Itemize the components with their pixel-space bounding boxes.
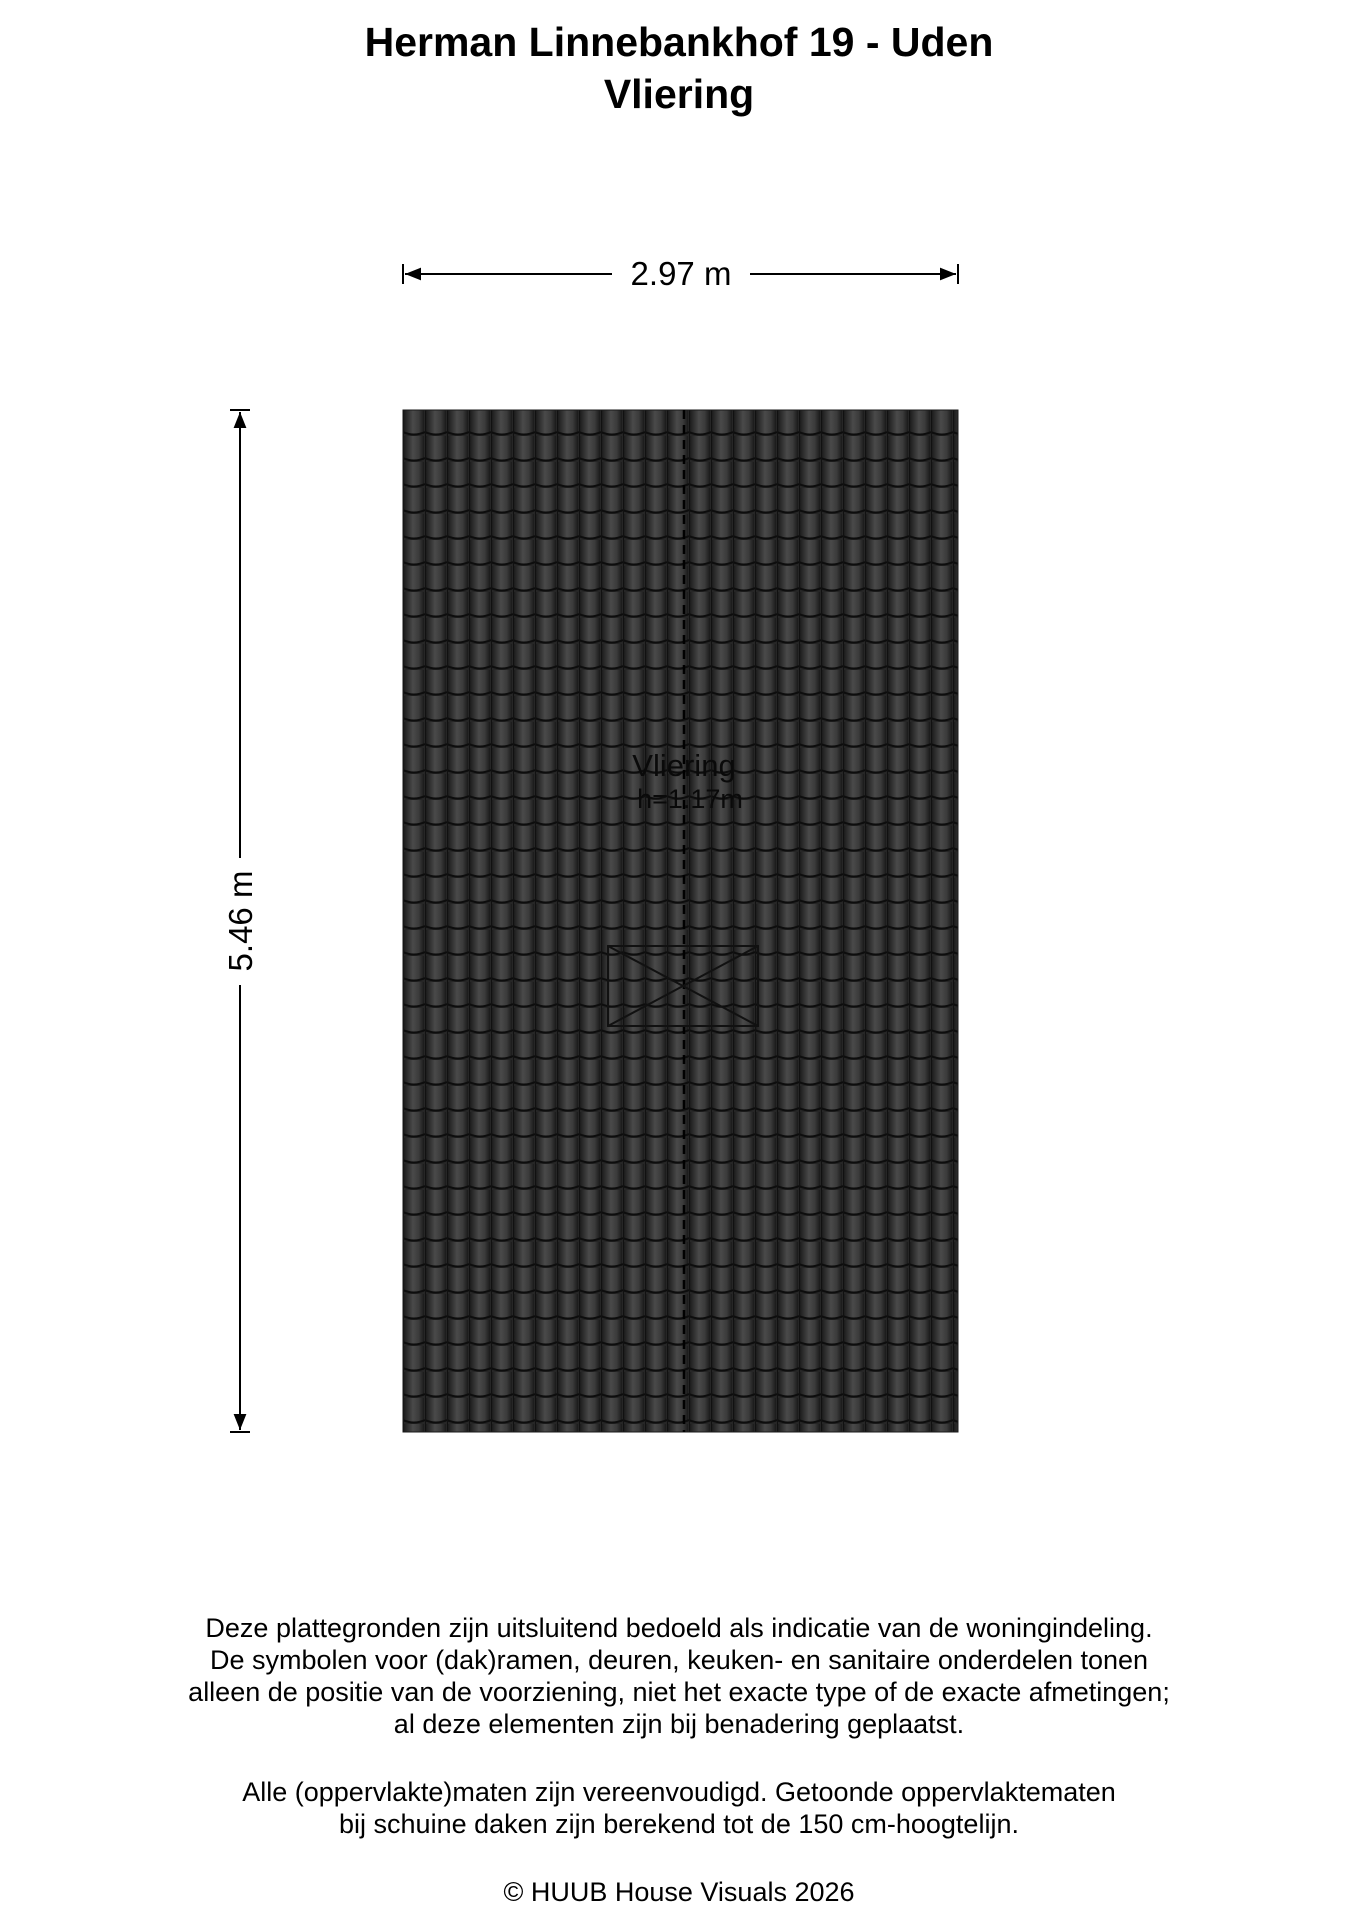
plan-title: Herman Linnebankhof 19 - Uden bbox=[364, 19, 994, 65]
disclaimer-line: Deze plattegronden zijn uitsluitend bedoeld als indicatie van de woningindeling. bbox=[205, 1613, 1153, 1643]
disclaimer-line: Alle (oppervlakte)maten zijn vereenvoudigd. Getoonde oppervlaktematen bbox=[242, 1777, 1116, 1807]
height-dimension bbox=[222, 410, 259, 1432]
floor-title: Vliering bbox=[603, 71, 755, 117]
disclaimer-line: De symbolen voor (dak)ramen, deuren, keuken- en sanitaire onderdelen tonen bbox=[209, 1645, 1149, 1675]
disclaimer-paragraph-1 bbox=[0, 1612, 1358, 1740]
room-name: Vliering bbox=[632, 748, 736, 783]
height-label: 5.46 m bbox=[222, 870, 259, 972]
disclaimer-paragraph-2 bbox=[0, 1776, 1358, 1840]
room-height: h=1.17m bbox=[637, 784, 743, 814]
disclaimer-line: bij schuine daken zijn berekend tot de 150 cm-hoogtelijn. bbox=[339, 1809, 1019, 1839]
copyright-notice: © HUUB House Visuals 2026 bbox=[503, 1877, 855, 1907]
roof-area bbox=[403, 410, 958, 1432]
width-label: 2.97 m bbox=[630, 255, 732, 292]
disclaimer-line: alleen de positie van de voorziening, niet het exacte type of de exacte afmetingen; bbox=[188, 1677, 1170, 1707]
disclaimer-line: al deze elementen zijn bij benadering geplaatst. bbox=[393, 1709, 965, 1739]
width-dimension bbox=[403, 255, 958, 292]
